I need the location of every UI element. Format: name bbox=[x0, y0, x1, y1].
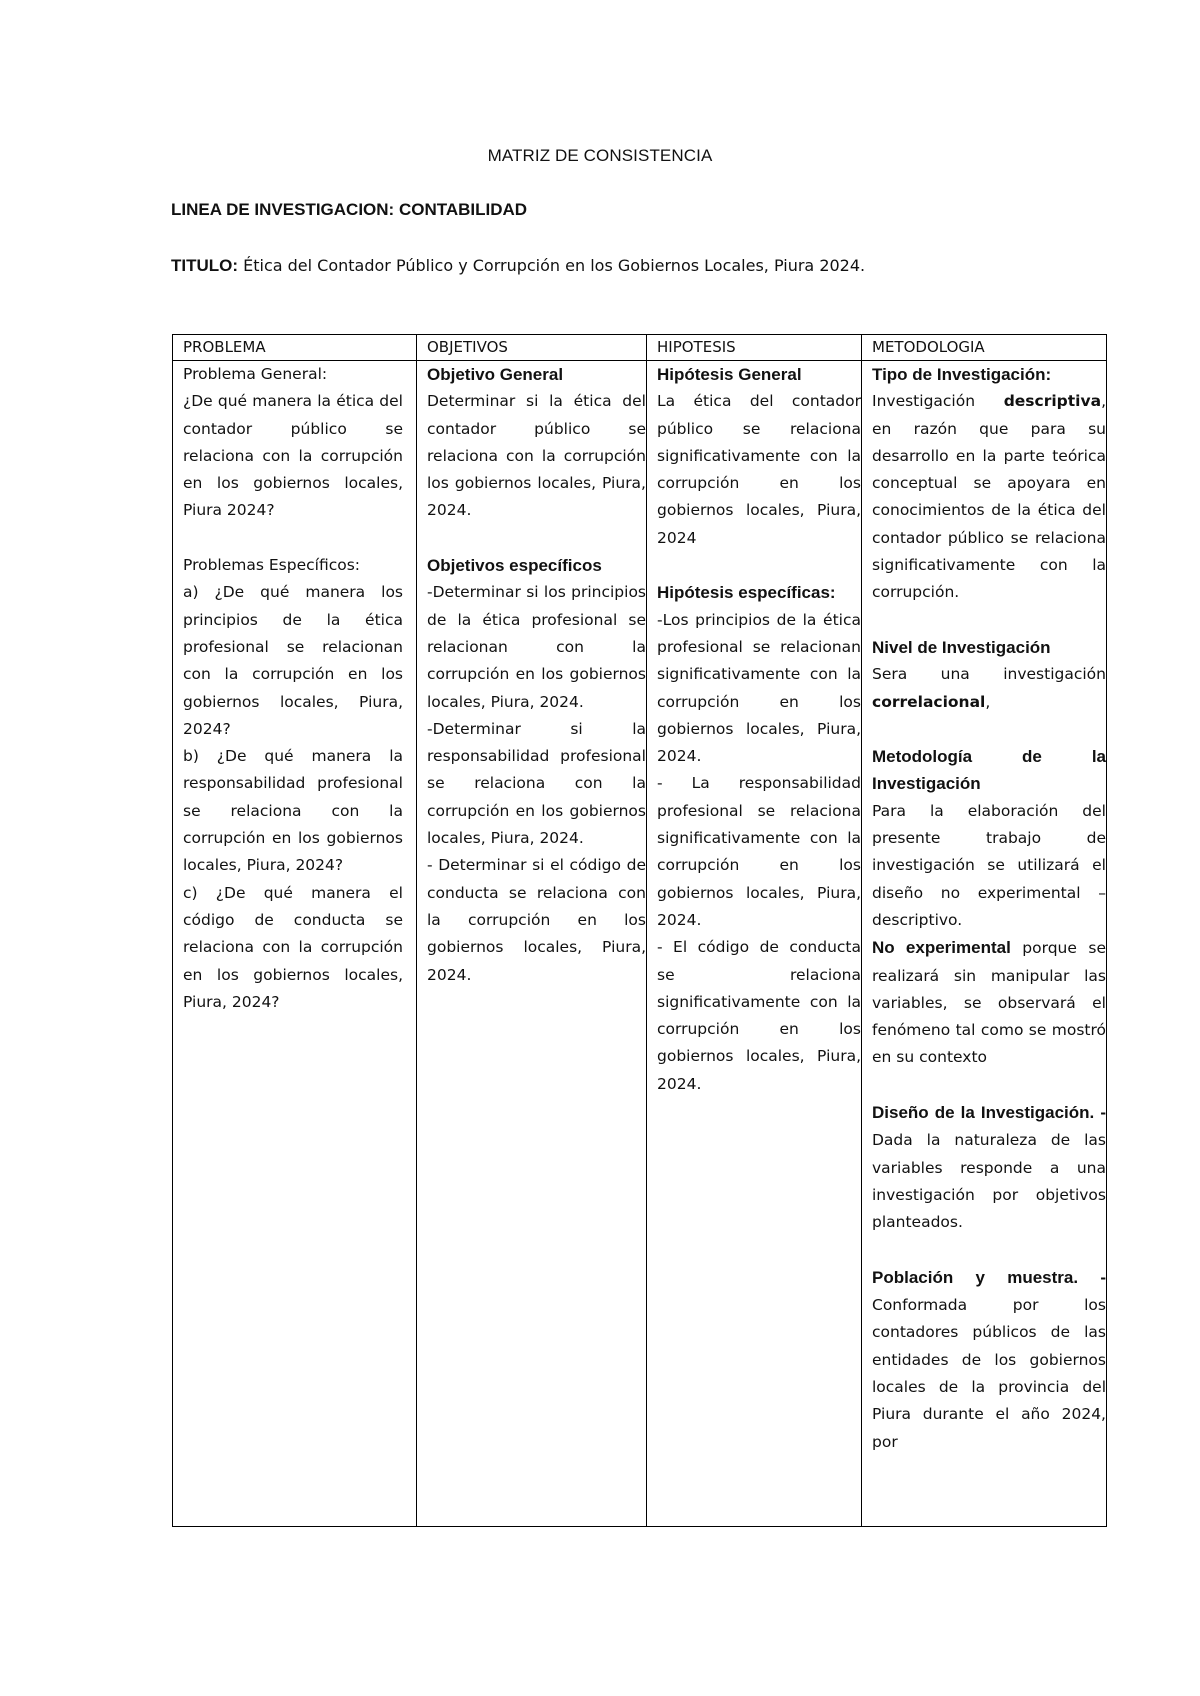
hipotesis-cell bbox=[647, 361, 862, 1527]
header-metodologia: METODOLOGIA bbox=[862, 335, 1107, 361]
nivel-bold: correlacional bbox=[872, 692, 986, 711]
objetivo-a: -Determinar si los principios de la ética profesional se relacionan con la corrupción en los gobiernos locales, Piura, 2024. bbox=[427, 583, 646, 711]
nivel-pre: Sera una investigación bbox=[872, 665, 1106, 684]
problema-a: a) ¿De qué manera los principios de la ética profesional se relacionan con la corrupción en los gobiernos locales, Piura, 2024? bbox=[183, 583, 403, 738]
problema-general-label: Problema General: bbox=[183, 365, 328, 383]
diseno-body: Dada la naturaleza de las variables responde a una investigación por objetivos planteados. bbox=[872, 1131, 1106, 1232]
content-row bbox=[173, 361, 1107, 1527]
hipotesis-general-label: Hipótesis General bbox=[657, 365, 802, 384]
noexp-body: porque se realizará sin manipular las variables, se observará el fenómeno tal como se mostró en su contexto bbox=[872, 939, 1106, 1067]
diseno-text bbox=[872, 1099, 1106, 1236]
research-line: LINEA DE INVESTIGACION: CONTABILIDAD bbox=[171, 200, 528, 219]
problema-general: ¿De qué manera la ética del contador público se relaciona con la corrupción en los gobiernos locales, Piura 2024? bbox=[183, 392, 403, 520]
header-objetivos: OBJETIVOS bbox=[417, 335, 647, 361]
metodologia-text: Para la elaboración del presente trabajo de investigación se utilizará el diseño no experimental – descriptivo. bbox=[872, 801, 1106, 929]
consistency-matrix bbox=[172, 334, 1107, 1527]
title-text: Ética del Contador Público y Corrupción en los Gobiernos Locales, Piura 2024. bbox=[238, 256, 866, 275]
poblacion-bold: Población y muestra. - bbox=[872, 1267, 1106, 1287]
objetivo-general-label: Objetivo General bbox=[427, 365, 564, 384]
hipotesis-general: La ética del contador público se relaciona significativamente con la corrupción en los gobiernos locales, Piura, 2024 bbox=[657, 392, 861, 547]
tipo-text bbox=[872, 388, 1106, 606]
hipotesis-specific-label: Hipótesis específicas: bbox=[657, 583, 836, 603]
noexp-text bbox=[872, 934, 1106, 1071]
hipotesis-c: - El código de conducta se relaciona significativamente con la corrupción en los gobiernos locales, Piura, 2024. bbox=[657, 938, 861, 1093]
problema-c: c) ¿De qué manera el código de conducta se relaciona con la corrupción en los gobiernos locales, Piura, 2024? bbox=[183, 883, 403, 1011]
document-subject bbox=[171, 256, 865, 276]
nivel-post: , bbox=[985, 692, 991, 711]
tipo-pre: Investigación bbox=[872, 392, 1004, 411]
diseno-bold: Diseño de la Investigación. - bbox=[872, 1103, 1106, 1123]
tipo-bold: descriptiva bbox=[1003, 392, 1102, 411]
header-hipotesis: HIPOTESIS bbox=[647, 335, 862, 361]
problema-specific-label: Problemas Específicos: bbox=[183, 556, 361, 575]
objetivo-c: - Determinar si el código de conducta se relaciona con la corrupción en los gobiernos locales, Piura, 2024. bbox=[427, 856, 646, 984]
objetivo-general: Determinar si la ética del contador público se relaciona con la corrupción los gobiernos locales, Piura, 2024. bbox=[427, 392, 646, 520]
metodologia-cell bbox=[862, 361, 1107, 1527]
metodologia-label: Metodología de la Investigación bbox=[872, 747, 1106, 794]
header-row bbox=[173, 335, 1107, 361]
title-label: TITULO: bbox=[171, 256, 239, 275]
poblacion-body: Conformada por los contadores públicos de las entidades de los gobiernos locales de la provincia del Piura durante el año 2024, por bbox=[872, 1296, 1106, 1451]
poblacion-text bbox=[872, 1264, 1106, 1456]
objetivos-cell bbox=[417, 361, 647, 1527]
header-problema: PROBLEMA bbox=[173, 335, 417, 361]
hipotesis-a: -Los principios de la ética profesional se relacionan significativamente con la corrupción en los gobiernos locales, Piura, 2024. bbox=[657, 610, 861, 766]
hipotesis-b: - La responsabilidad profesional se relaciona significativamente con la corrupción en los gobiernos locales, Piura, 2024. bbox=[657, 774, 861, 929]
document-title: MATRIZ DE CONSISTENCIA bbox=[487, 146, 713, 165]
nivel-text bbox=[872, 661, 1106, 716]
tipo-label: Tipo de Investigación: bbox=[872, 365, 1052, 384]
problema-cell bbox=[173, 361, 417, 1527]
problema-b: b) ¿De qué manera la responsabilidad profesional se relaciona con la corrupción en los gobiernos locales, Piura, 2024? bbox=[183, 747, 403, 875]
nivel-label: Nivel de Investigación bbox=[872, 637, 1051, 657]
tipo-post: , en razón que para su desarrollo en la parte teórica conceptual se apoyara en conocimientos de la ética del contador público se relaciona significativamente con la corrupción. bbox=[872, 392, 1106, 602]
noexp-bold: No experimental bbox=[872, 938, 1011, 958]
objetivo-b: -Determinar si la responsabilidad profesional se relaciona con la corrupción en los gobiernos locales, Piura, 2024. bbox=[427, 719, 646, 848]
objetivos-specific-label: Objetivos específicos bbox=[427, 556, 602, 576]
